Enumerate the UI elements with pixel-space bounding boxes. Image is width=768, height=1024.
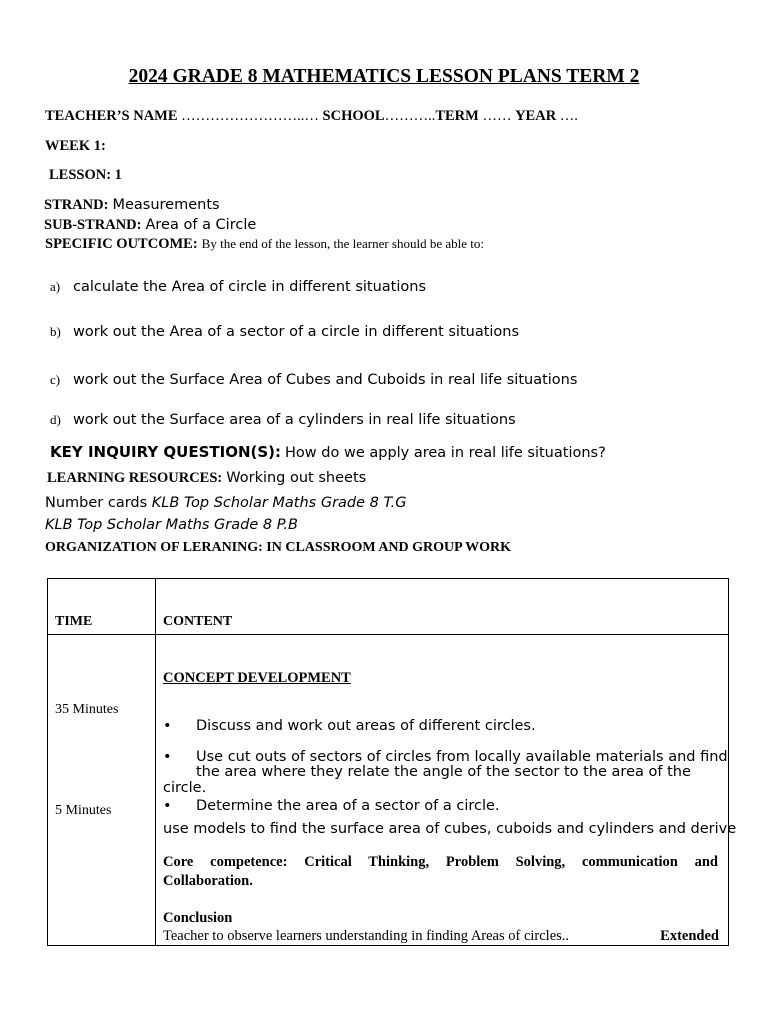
content-cell [156, 635, 737, 946]
bullet-icon: • [163, 718, 172, 734]
list-item [50, 371, 577, 389]
sub-strand-value: Area of a Circle [145, 217, 257, 233]
year-dots: …. [559, 108, 578, 124]
list-item [50, 278, 426, 296]
learning-resources-line [47, 469, 366, 487]
teacher-dots: ……………………..… [181, 108, 319, 124]
conclusion-heading: Conclusion [163, 910, 233, 926]
core-competence-continuation: Collaboration. [163, 873, 253, 889]
specific-outcome-line [45, 235, 484, 253]
list-text: work out the Area of a sector of a circle in different situations [73, 324, 520, 340]
models-text: use models to find the surface area of cubes, cuboids and cylinders and derive [163, 821, 737, 837]
key-inquiry-label: KEY INQUIRY QUESTION(S): [50, 443, 282, 461]
time-value: 35 Minutes [55, 702, 119, 717]
learning-resources-label: LEARNING RESOURCES: [47, 470, 223, 486]
list-item [163, 718, 536, 734]
resources-book-tg: KLB Top Scholar Maths Grade 8 T.G [151, 495, 407, 511]
list-item [163, 749, 728, 765]
learning-resources-value: Working out sheets [226, 470, 367, 486]
specific-outcome-text: By the end of the lesson, the learner should be able to: [201, 236, 484, 251]
resources-line-2 [45, 494, 406, 512]
core-competence-text: Core competence: Critical Thinking, Problem Solving, communication and [163, 854, 718, 870]
key-inquiry-question: How do we apply area in real life situations? [285, 445, 606, 461]
teacher-label: TEACHER’S NAME [45, 108, 178, 124]
specific-outcome-label: SPECIFIC OUTCOME: [45, 236, 198, 252]
resources-plain-text: Number cards [45, 495, 152, 511]
list-text: work out the Surface Area of Cubes and Cuboids in real life situations [73, 372, 578, 388]
conclusion-text: Teacher to observe learners understanding in finding Areas of circles.. [163, 928, 570, 944]
organization-line: ORGANIZATION OF LERANING: IN CLASSROOM AND GROUP WORK [45, 540, 512, 555]
list-text: work out the Surface area of a cylinders in real life situations [73, 412, 516, 428]
school-dots: ……….. [384, 108, 436, 124]
bullet-icon: • [163, 749, 172, 765]
list-item-continuation [163, 764, 728, 796]
school-label: SCHOOL [322, 108, 385, 124]
bullet-text: Determine the area of a sector of a circle. [196, 798, 500, 814]
time-value: 5 Minutes [55, 803, 112, 818]
list-marker: b) [50, 324, 61, 339]
strand-label: STRAND: [44, 197, 109, 213]
list-marker: d) [50, 412, 61, 427]
teacher-line [45, 108, 578, 125]
table-header-row [48, 579, 729, 635]
time-header-cell [48, 579, 156, 635]
term-dots: …… [482, 108, 512, 124]
year-label: YEAR [515, 108, 557, 124]
time-column-header: TIME [55, 614, 93, 629]
bullet-icon: • [163, 798, 172, 814]
extended-label: Extended [660, 928, 719, 944]
resources-book-pb: KLB Top Scholar Maths Grade 8 P.B [45, 517, 299, 533]
list-marker: c) [50, 372, 61, 387]
document-title: 2024 GRADE 8 MATHEMATICS LESSON PLANS TERM 2 [128, 66, 640, 87]
list-marker: a) [50, 279, 61, 294]
time-cell [48, 635, 156, 946]
sub-strand-line [44, 216, 256, 234]
bullet-text: Discuss and work out areas of different circles. [196, 718, 536, 734]
term-label: TERM [435, 108, 479, 124]
list-text: calculate the Area of circle in different situations [73, 279, 427, 295]
list-item [50, 411, 516, 429]
list-item [163, 798, 500, 814]
lesson-table [47, 578, 737, 946]
concept-development-heading: CONCEPT DEVELOPMENT [163, 670, 351, 686]
bullet-text: Use cut outs of sectors of circles from locally available materials and find [196, 749, 728, 765]
content-header-cell [156, 579, 729, 635]
lesson-label: LESSON: 1 [49, 167, 122, 183]
list-item [50, 323, 519, 341]
key-inquiry-line [50, 443, 606, 462]
bullet-text: the area where they relate the angle of the sector to the area of the circle. [163, 764, 691, 796]
strand-line [44, 196, 220, 214]
table-row [48, 635, 729, 946]
sub-strand-label: SUB-STRAND: [44, 217, 142, 233]
content-column-header: CONTENT [163, 614, 233, 629]
strand-value: Measurements [112, 197, 220, 213]
week-label: WEEK 1: [45, 138, 106, 154]
